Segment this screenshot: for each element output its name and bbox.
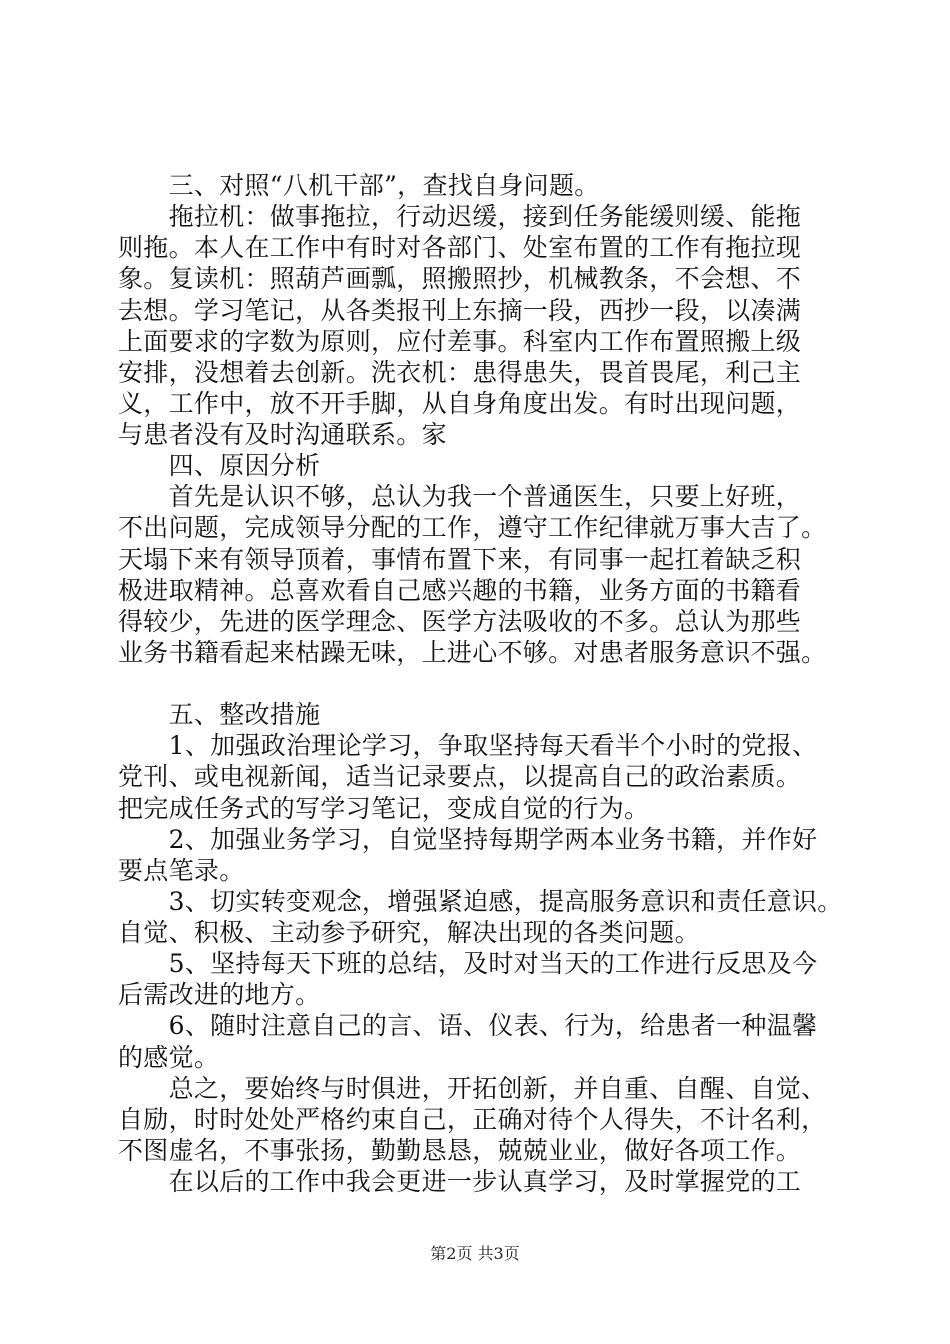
text-line: 的感觉。 [118,1043,220,1072]
section-heading-4: 四、原因分析 [118,451,321,480]
text-line: 则拖。本人在工作中有时对各部门、处室布置的工作有拖拉现 [118,233,802,262]
text-line: 上面要求的字数为原则，应付差事。科室内工作布置照搬上级 [118,327,802,356]
text-line: 首先是认识不够，总认为我一个普通医生，只要上好班， [118,482,802,511]
text-line: 与患者没有及时沟通联系。家 [118,420,447,449]
text-line: 不图虚名，不事张扬，勤勤恳恳，兢兢业业，做好各项工作。 [118,1136,802,1165]
text-line: 1、加强政治理论学习，争取坚持每天看半个小时的党报、 [118,731,818,760]
text-line: 后需改进的地方。 [118,980,321,1009]
text-line: 2、加强业务学习，自觉坚持每期学两本业务书籍，并作好 [118,825,818,854]
text-line: 6、随时注意自己的言、语、仪表、行为，给患者一种温馨 [118,1011,818,1040]
text-line: 得较少，先进的医学理念、医学方法吸收的不多。总认为那些 [118,607,802,636]
text-line: 在以后的工作中我会更进一步认真学习，及时掌握党的工 [118,1167,802,1196]
text-line: 天塌下来有领导顶着，事情布置下来，有同事一起扛着缺乏积 [118,545,802,574]
section-heading-5: 五、整改措施 [118,700,321,729]
text-line: 5、坚持每天下班的总结，及时对当天的工作进行反思及今 [118,949,818,978]
text-line: 业务书籍看起来枯躁无味，上进心不够。对患者服务意识不强。 [118,638,827,667]
text-line: 极进取精神。总喜欢看自己感兴趣的书籍，业务方面的书籍看 [118,576,802,605]
section-heading-3: 三、对照“八机干部”，查找自身问题。 [118,171,600,200]
text-line: 义，工作中，放不开手脚，从自身角度出发。有时出现问题， [118,389,802,418]
page-footer: 第2页 共3页 [430,1244,520,1263]
text-line: 把完成任务式的写学习笔记，变成自觉的行为。 [118,794,650,823]
text-line: 党刊、或电视新闻，适当记录要点，以提高自己的政治素质。 [118,762,802,791]
text-line: 总之，要始终与时俱进，开拓创新，并自重、自醒、自觉、 [118,1074,827,1103]
text-line: 安排，没想着去创新。洗衣机：患得患失，畏首畏尾，利己主 [118,358,802,387]
text-line: 拖拉机：做事拖拉，行动迟缓，接到任务能缓则缓、能拖 [118,202,802,231]
text-line: 自觉、积极、主动参予研究，解决出现的各类问题。 [118,918,700,947]
text-line: 象。复读机：照葫芦画瓢，照搬照抄，机械教条，不会想、不 [118,264,802,293]
text-line: 不出问题，完成领导分配的工作，遵守工作纪律就万事大吉了。 [118,513,827,542]
text-line: 去想。学习笔记，从各类报刊上东摘一段，西抄一段，以凑满 [118,296,802,325]
text-line: 要点笔录。 [118,856,245,885]
text-line: 自励，时时处处严格约束自己，正确对待个人得失，不计名利， [118,1105,827,1134]
text-line: 3、切实转变观念，增强紧迫感，提高服务意识和责任意识。 [118,887,843,916]
